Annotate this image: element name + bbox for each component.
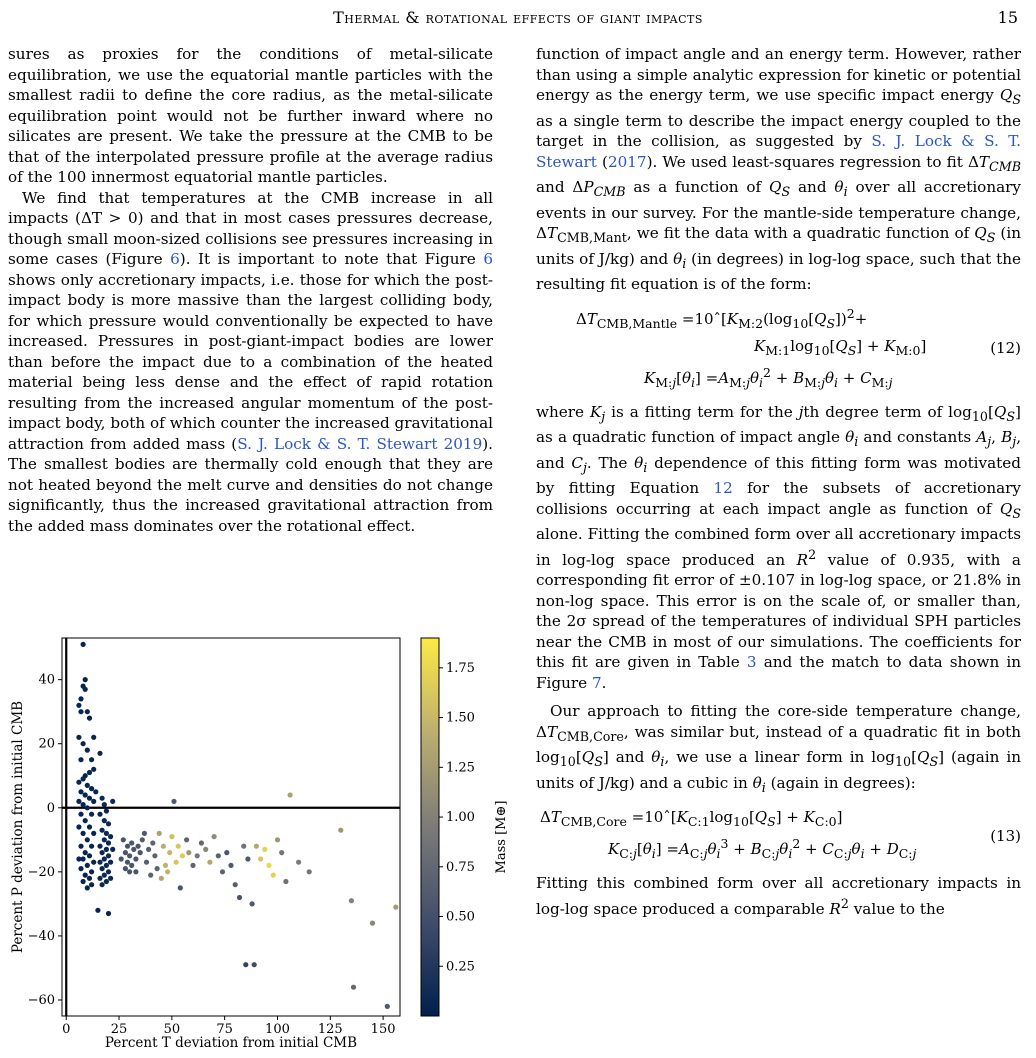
data-point: [97, 812, 102, 817]
data-point: [262, 847, 267, 852]
data-point: [241, 844, 246, 849]
data-point: [207, 860, 212, 865]
data-point: [81, 741, 86, 746]
data-point: [100, 866, 105, 871]
data-point: [148, 873, 153, 878]
text-run: shows only accretionary impacts, i.e. those for which the post-impact body is more massive than the largest colliding body, for which pressure would conventionally be expected to have increased. Pressures in post-giant-impact bodies are lower than before the impact due to a combination of the heated material being less dense and the effect of rapid rotation resulting from the increased angular momentum of the post-impact body, both of which counter the increased gravitational attraction from added mass (: [8, 270, 493, 453]
text-run: ). It is important to note that Figure: [179, 250, 484, 268]
data-point: [81, 642, 86, 647]
data-point: [176, 844, 181, 849]
data-point: [81, 776, 86, 781]
text-run: over all accretionary events in our survey. For the mantle-side temperature change,: [536, 178, 1021, 222]
data-point: [91, 831, 96, 836]
data-point: [104, 831, 109, 836]
paragraph: function of impact angle and an energy term. However, rather than using a simple analytic expression for kinetic or potential energy as the energy term, we use specific impact energy $Q_S$ as a single term to describe the impact energy coupled to the target in the collision, as suggested by S. J. Lock & S. T. Stewart (2017). We used least-squares regression to fit $\Delta T_{CMB}$ and $\Delta P_{CMB}$ as a function of $Q_S$ and $\theta_i$ over all accretionary events in our survey. For the mantle-side temperature change, $\Delta T_{CMB,Mant}$, we fit the data with a quadratic function of $Q_S$ (in units of J/kg) and $\theta_i$ (in degrees) in log-log space, such that the resulting fit equation is of the form:: [536, 45, 1021, 294]
data-point: [385, 1004, 390, 1009]
x-tick-label: 25: [110, 1022, 128, 1037]
figure-6: [0, 620, 520, 1052]
data-point: [87, 824, 92, 829]
data-point: [83, 677, 88, 682]
data-point: [87, 716, 92, 721]
data-point: [78, 757, 83, 762]
text-run: , was similar but, instead of a quadratic fit in both: [623, 722, 1021, 741]
data-point: [76, 824, 81, 829]
colorbar-tick-label: 0.50: [446, 909, 475, 925]
data-point: [144, 860, 149, 865]
data-point: [212, 834, 217, 839]
data-point: [338, 828, 343, 833]
data-point: [78, 709, 83, 714]
data-point: [102, 873, 107, 878]
citation-link[interactable]: S. J. Lock & S. T. Stewart: [536, 132, 1021, 171]
text-run: .: [601, 673, 607, 692]
data-point: [100, 882, 105, 887]
data-point: [125, 860, 130, 865]
data-point: [76, 735, 81, 740]
data-point: [279, 850, 284, 855]
paragraph: where $K_j$ is a fitting term for the jth degree term of $\log_{10}[Q_S]$ as a quadratic function of impact angle $\theta_i$ and constants $A_j$, $B_j$, and $C_j$. The $\theta_i$ dependence of this fitting form was motivated by fitting Equation 12 for the subsets of accretionary collisions occurring at each impact angle as function of $Q_S$ alone. Fitting the combined form over all accretionary impacts in log-log space produced an $R^2$ value of 0.935, with a corresponding fit error of ±0.107 in log-log space, or 21.8% in non-log space. This error is on the scale of, or smaller than, the 2σ spread of the temperatures of individual SPH particles near the CMB in most of our simulations. The coefficients for this fit are given in Table 3 and the match to data shown in Figure 7.: [536, 402, 1022, 692]
text-run: (in units of J/kg) and: [536, 224, 1021, 268]
y-tick-label: 0: [46, 800, 55, 816]
data-point: [85, 837, 90, 842]
data-point: [296, 860, 301, 865]
data-point: [220, 869, 225, 874]
page-header: [0, 0, 1036, 30]
data-point: [266, 863, 271, 868]
text-run: Fitting this combined form over all accretionary impacts in log-log space produced a comparable: [536, 874, 1021, 918]
data-point: [203, 847, 208, 852]
right-column: [536, 44, 1021, 920]
x-tick-label: 125: [317, 1022, 343, 1037]
colorbar-tick-label: 1.00: [446, 810, 475, 826]
citation-year-link[interactable]: 2017: [607, 152, 647, 171]
data-point: [76, 780, 81, 785]
data-point: [78, 696, 83, 701]
data-point: [100, 850, 105, 855]
data-point: [87, 770, 92, 775]
data-point: [121, 837, 126, 842]
colorbar-tick-label: 0.25: [446, 959, 475, 975]
data-point: [152, 853, 157, 858]
data-point: [97, 860, 102, 865]
data-point: [108, 860, 113, 865]
data-point: [91, 860, 96, 865]
data-point: [275, 837, 280, 842]
data-point: [76, 703, 81, 708]
text-run: and constants: [858, 428, 977, 447]
data-point: [129, 863, 134, 868]
data-point: [108, 876, 113, 881]
data-point: [155, 866, 160, 871]
data-point: [127, 853, 132, 858]
data-point: [104, 863, 109, 868]
data-point: [81, 879, 86, 884]
data-point: [110, 847, 115, 852]
colorbar-tick-label: 1.75: [446, 660, 475, 676]
data-point: [91, 799, 96, 804]
data-point: [138, 850, 143, 855]
data-point: [165, 869, 170, 874]
data-point: [95, 908, 100, 913]
data-point: [159, 876, 164, 881]
data-point: [110, 799, 115, 804]
data-point: [97, 751, 102, 756]
text-run: ). The smallest bodies are thermally cold enough that they are not heated beyond the melt curve and densities do not change significantly, thus the increased gravitational attraction from the added mass dominates over the rotational effect.: [8, 434, 494, 535]
text-run: for the subsets of accretionary collisions occurring at each impact angle as function of: [536, 479, 1022, 518]
text-run: is a fitting term for the: [605, 402, 799, 421]
data-point: [250, 901, 255, 906]
text-run: We find that temperatures at the CMB increase in all impacts (ΔT > 0) and that in most cases pressures decrease, though small moon-sized collisions see pressures increasing in some cases (Figure: [8, 188, 493, 268]
citation-link[interactable]: S. J. Lock & S. T. Stewart 2019: [237, 434, 483, 453]
data-point: [87, 876, 92, 881]
data-point: [133, 856, 138, 861]
data-point: [81, 831, 86, 836]
data-point: [349, 898, 354, 903]
data-point: [195, 853, 200, 858]
text-run: (again in degrees):: [765, 773, 916, 792]
equation-number: (13): [990, 826, 1021, 845]
data-point: [102, 837, 107, 842]
data-point: [216, 853, 221, 858]
data-point: [106, 840, 111, 845]
text-run: and: [608, 748, 652, 767]
data-point: [97, 844, 102, 849]
data-point: [150, 840, 155, 845]
paragraph: Our approach to fitting the core-side temperature change, $\Delta T_{CMB,Core}$, was similar but, instead of a quadratic fit in both $\log_{10}[Q_S]$ and $\theta_i$, we use a linear form in $\log_{10}[Q_S]$ (again in units of J/kg) and a cubic in $\theta_i$ (again in degrees):: [536, 702, 1021, 795]
y-tick-label: 20: [38, 736, 55, 752]
equation-number: (12): [990, 339, 1021, 358]
data-point: [258, 856, 263, 861]
data-point: [78, 844, 83, 849]
text-run: , we fit the data with a quadratic function of: [626, 224, 975, 243]
data-point: [89, 869, 94, 874]
data-point: [133, 869, 138, 874]
text-run: value of 0.935, with a corresponding fit error of ±0.107 in log-log space, or 21.8% in non-log space. This error is on the scale of, or smaller than, the 2σ spread of the temperatures of individual SPH particles near the CMB in most of our simulations. The coefficients for this fit are given in Table: [536, 550, 1021, 672]
text-run: and: [536, 178, 573, 197]
data-point: [104, 808, 109, 813]
data-point: [233, 882, 238, 887]
data-point: [228, 863, 233, 868]
data-point: [243, 962, 248, 967]
data-point: [157, 831, 162, 836]
data-point: [76, 856, 81, 861]
text-run: dependence of this fitting form was motivated by fitting Equation: [536, 453, 1021, 498]
text-run: as a function of: [625, 178, 770, 197]
data-point: [89, 812, 94, 817]
data-point: [83, 818, 88, 823]
y-tick-label: 40: [38, 672, 55, 688]
y-tick-label: −40: [27, 928, 55, 944]
data-point: [129, 840, 134, 845]
text-run: and: [790, 178, 835, 197]
data-point: [91, 735, 96, 740]
data-point: [288, 792, 293, 797]
data-point: [123, 850, 128, 855]
page-number: 15: [997, 8, 1018, 27]
colorbar-tick-label: 1.50: [446, 710, 475, 726]
data-point: [125, 844, 130, 849]
data-point: [127, 869, 132, 874]
data-point: [146, 847, 151, 852]
x-tick-label: 150: [370, 1022, 396, 1037]
data-point: [83, 792, 88, 797]
text-run: where: [536, 402, 590, 421]
data-point: [91, 767, 96, 772]
data-point: [254, 844, 259, 849]
data-point: [252, 962, 257, 967]
data-point: [87, 853, 92, 858]
data-point: [87, 796, 92, 801]
data-point: [190, 863, 195, 868]
plot-frame: [62, 638, 400, 1016]
text-run: , we use a linear form in: [664, 748, 872, 767]
data-point: [100, 796, 105, 801]
data-point: [93, 789, 98, 794]
data-point: [85, 885, 90, 890]
data-point: [78, 789, 83, 794]
data-point: [102, 856, 107, 861]
data-point: [81, 802, 86, 807]
scatter-chart: [0, 620, 520, 1052]
colorbar: [421, 638, 439, 1016]
figure-ref-link[interactable]: 6: [483, 250, 493, 268]
text-run: th degree term of: [803, 402, 949, 421]
data-point: [106, 869, 111, 874]
data-point: [104, 879, 109, 884]
data-point: [283, 879, 288, 884]
x-tick-label: 0: [62, 1022, 71, 1037]
data-point: [106, 911, 111, 916]
text-run: (again in units of J/kg) and a cubic in: [536, 748, 1021, 792]
text-run: function of impact angle and an energy term. However, rather than using a simple analytic expression for kinetic or potential energy as the energy term, we use specific impact energy: [536, 45, 1021, 104]
colorbar-label: Mass [M⊕]: [494, 800, 509, 874]
data-point: [163, 863, 168, 868]
data-point: [237, 895, 242, 900]
text-run: alone. Fitting the combined form over all accretionary impacts in log-log space produced an: [536, 525, 1021, 569]
data-point: [106, 853, 111, 858]
text-run: value to the: [848, 900, 945, 918]
data-point: [89, 757, 94, 762]
data-point: [100, 828, 105, 833]
data-point: [89, 844, 94, 849]
paragraph: [8, 188, 493, 537]
data-point: [370, 921, 375, 926]
data-point: [102, 802, 107, 807]
data-point: [180, 853, 185, 858]
text-run: and the match to data shown in Figure: [536, 653, 1021, 692]
data-point: [174, 860, 179, 865]
data-point: [171, 799, 176, 804]
y-tick-label: −60: [27, 992, 55, 1008]
data-point: [83, 850, 88, 855]
left-column: [8, 44, 493, 536]
x-axis-label: Percent T deviation from initial CMB: [104, 1035, 358, 1051]
data-point: [119, 856, 124, 861]
data-point: [85, 748, 90, 753]
equation-12: $\Delta T_{CMB,Mantle}$ $=10ˆ[K_{M:2}(\log_{10}[Q_S])^2+$ $K_{M:1}\log_{10}[Q_S] + K_{M:0}$] $K_{M:j}[\theta_i] =A_{M:j}\theta_i^2 + B_{M:j}\theta_i + C_{M:j}$ (12): [576, 305, 1021, 390]
data-point: [169, 834, 174, 839]
text-run: (in degrees) in log-log space, such that the resulting fit equation is of the form:: [536, 249, 1021, 294]
data-point: [245, 856, 250, 861]
text-run: . The: [586, 453, 635, 472]
paragraph: sures as proxies for the conditions of metal-silicate equilibration, we use the equatorial mantle particles with the smallest radii to define the core radius, as the metal-silicate equilibration point would not be further inward where no silicates are present. We take the pressure at the CMB to be that of the interpolated pressure profile at the average radius of the 100 innermost equatorial mantle particles.: [8, 45, 493, 186]
text-run: ). We used least-squares regression to fit: [646, 152, 968, 171]
data-point: [123, 866, 128, 871]
data-point: [161, 844, 166, 849]
data-point: [167, 850, 172, 855]
data-point: [142, 831, 147, 836]
data-point: [83, 687, 88, 692]
data-point: [186, 850, 191, 855]
colorbar-tick-label: 1.25: [446, 760, 475, 776]
data-point: [393, 905, 398, 910]
data-point: [271, 873, 276, 878]
text-run: as a single term to describe the impact energy coupled to the target in the collision, as suggested by: [536, 111, 1021, 151]
colorbar-tick-label: 0.75: [446, 859, 475, 875]
data-point: [85, 709, 90, 714]
y-tick-label: −20: [27, 864, 55, 880]
x-tick-label: 50: [163, 1022, 181, 1037]
paragraph: Fitting this combined form over all accretionary impacts in log-log space produced a comparable $R^2$ value to the: [536, 874, 1021, 918]
data-point: [76, 799, 81, 804]
data-point: [199, 840, 204, 845]
data-point: [104, 847, 109, 852]
data-point: [85, 783, 90, 788]
data-point: [307, 869, 312, 874]
data-point: [83, 873, 88, 878]
text-run: Our approach to fitting the core-side temperature change,: [550, 702, 1021, 721]
data-point: [108, 834, 113, 839]
table-ref-link[interactable]: 3: [746, 653, 757, 672]
data-point: [140, 837, 145, 842]
equation-13: $\Delta T_{CMB,Core}$ $=10ˆ[K_{C:1}\log_{10}[Q_S] + K_{C:0}]$ $K_{C:j}[\theta_i] =A_{C:j}\theta_i^3 + B_{C:j}\theta_i^2 + C_{C:j}\theta_i + D_{C:j}$ (13): [540, 808, 1021, 862]
x-tick-label: 75: [216, 1022, 233, 1037]
data-point: [89, 786, 94, 791]
data-point: [224, 850, 229, 855]
data-point: [78, 866, 83, 871]
data-point: [85, 805, 90, 810]
data-point: [131, 847, 136, 852]
data-point: [351, 985, 356, 990]
x-tick-label: 100: [265, 1022, 290, 1037]
data-point: [97, 876, 102, 881]
running-title: Thermal & rotational effects of giant impacts: [333, 8, 703, 27]
equation-ref-link[interactable]: 12: [713, 479, 733, 498]
data-point: [102, 818, 107, 823]
data-point: [184, 837, 189, 842]
figure-ref-link[interactable]: 6: [170, 250, 180, 268]
y-axis-label: Percent P deviation from initial CMB: [10, 700, 26, 954]
data-point: [85, 863, 90, 868]
data-point: [89, 882, 94, 887]
text-run: as a quadratic function of impact angle: [536, 428, 846, 447]
figure-ref-link[interactable]: 7: [591, 673, 602, 692]
data-point: [178, 885, 183, 890]
data-point: [106, 821, 111, 826]
data-point: [78, 812, 83, 817]
data-point: [136, 844, 141, 849]
